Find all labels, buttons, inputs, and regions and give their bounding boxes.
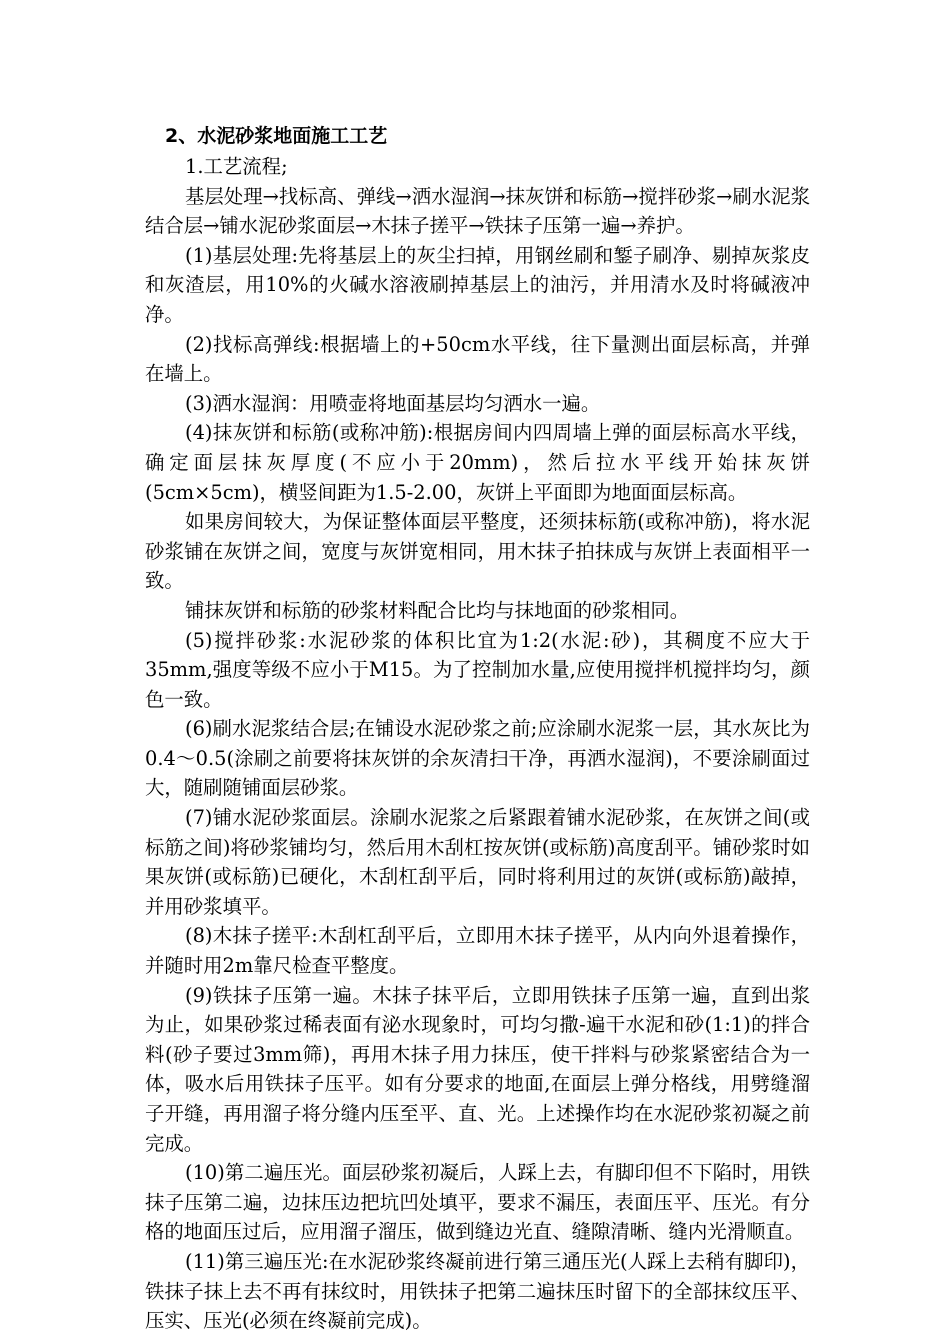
paragraph-step-9: (9)铁抹子压第一遍。木抹子抹平后，立即用铁抹子压第一遍，直到出浆为止，如果砂浆过稀表面有泌水现象时，可均匀撒-遍干水泥和砂(1:1)的拌合料(砂子要过3mm筛)，再用木抹子用力抹压，使干拌料与砂浆紧密结合为一体，吸水后用铁抹子压平。如有分要求的地面,在面层上弹分格线，用劈缝溜子开缝，再用溜子将分缝内压至平、直、光。上述操作均在水泥砂浆初凝之前完成。 [145,983,810,1155]
paragraph-step-4: (4)抹灰饼和标筋(或称冲筋):根据房间内四周墙上弹的面层标高水平线，确定面层抹灰厚度(不应小于20mm)，然后拉水平线开始抹灰饼(5cm×5cm)，横竖间距为1.5-2.00，灰饼上平面即为地面面层标高。 [145,421,810,504]
section-heading: 2、水泥砂浆地面施工工艺 [165,125,388,147]
paragraph-step-8: (8)木抹子搓平:木刮杠刮平后，立即用木抹子搓平，从内向外退着操作，并随时用2m靠尺检查平整度。 [145,924,810,978]
paragraph-step-1: (1)基层处理:先将基层上的灰尘扫掉，用钢丝刷和錾子刷净、剔掉灰浆皮和灰渣层，用10%的火碱水溶液刷掉基层上的油污，并用清水及时将碱液冲净。 [145,243,810,326]
paragraph-step-5: (5)搅拌砂浆:水泥砂浆的体积比宜为1:2(水泥:砂)，其稠度不应大于35mm,强度等级不应小于M15。为了控制加水量,应使用搅拌机搅拌均匀，颜色一致。 [145,628,810,711]
paragraph-step-3: (3)洒水湿润：用喷壶将地面基层均匀洒水一遍。 [185,391,601,415]
paragraph-step-11: (11)第三遍压光:在水泥砂浆终凝前进行第三通压光(人踩上去稍有脚印)，铁抹子抹上去不再有抹纹时，用铁抹子把第二遍抹压时留下的全部抹纹压平、压实、压光(必须在终凝前完成)。 [145,1249,810,1333]
paragraph-step-7: (7)铺水泥砂浆面层。涂刷水泥浆之后紧跟着铺水泥砂浆，在灰饼之间(或标筋之间)将砂浆铺均匀，然后用木刮杠按灰饼(或标筋)高度刮平。铺砂浆时如果灰饼(或标筋)已硬化，木刮杠刮平后，同时将利用过的灰饼(或标筋)敲掉，并用砂浆填平。 [145,806,810,918]
paragraph-step-4-mix: 铺抹灰饼和标筋的砂浆材料配合比均与抹地面的砂浆相同。 [185,598,690,622]
paragraph-step-6: (6)刷水泥浆结合层;在铺设水泥砂浆之前;应涂刷水泥浆一层，其水灰比为0.4～0.5(涂刷之前要将抹灰饼的余灰清扫干净，再洒水湿润)，不要涂刷面过大，随刷随铺面层砂浆。 [145,717,810,800]
document-page [145,120,810,1336]
paragraph-step-10: (10)第二遍压光。面层砂浆初凝后，人踩上去，有脚印但不下陷时，用铁抹子压第二遍，边抹压边把坑凹处填平，要求不漏压，表面压平、压光。有分格的地面压过后，应用溜子溜压，做到缝边光直、缝隙清晰、缝内光滑顺直。 [145,1161,810,1244]
paragraph-step-4-note: 如果房间较大，为保证整体面层平整度，还须抹标筋(或称冲筋)，将水泥砂浆铺在灰饼之间，宽度与灰饼宽相同，用木抹子拍抹成与灰饼上表面相平一致。 [145,510,810,593]
paragraph-process-flow: 基层处理→找标高、弹线→洒水湿润→抹灰饼和标筋→搅拌砂浆→刷水泥浆结合层→铺水泥砂浆面层→木抹子搓平→铁抹子压第一遍→养护。 [145,184,810,238]
paragraph-step-2: (2)找标高弹线:根据墙上的+50cm水平线，往下量测出面层标高，并弹在墙上。 [145,332,810,386]
paragraph-process-title: 1.工艺流程; [185,155,288,178]
